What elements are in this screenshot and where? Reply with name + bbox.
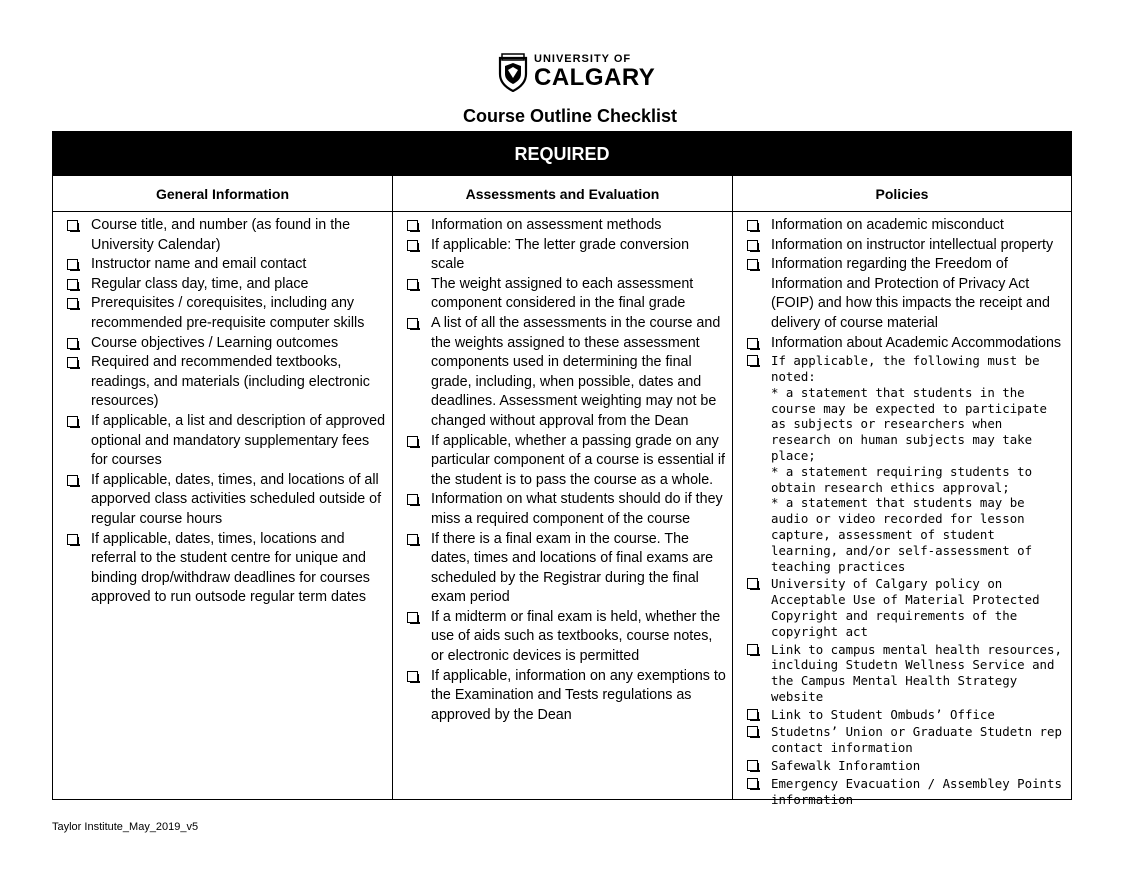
checkbox-icon[interactable] bbox=[407, 436, 418, 447]
checklist-item: Information regarding the Freedom of Information and Protection of Privacy Act (FOIP) and how this impacts the receipt and delivery of course material bbox=[743, 255, 1065, 333]
noted-point: * a statement that students in the course may be expected to participate as subjects or researchers when research on human subjects may take place; bbox=[771, 384, 1048, 463]
checkbox-icon[interactable] bbox=[407, 612, 418, 623]
checkbox-icon[interactable] bbox=[747, 760, 758, 771]
checkbox-icon[interactable] bbox=[407, 220, 418, 231]
checklist-item: Required and recommended textbooks, readings, and materials (including electronic resources) bbox=[63, 353, 386, 412]
column-header: General Information bbox=[53, 176, 392, 212]
checklist-item: If applicable: The letter grade conversion scale bbox=[403, 236, 726, 275]
checklist-item: University of Calgary policy on Acceptable Use of Material Protected Copyright and requirements of the copyright act bbox=[743, 576, 1065, 639]
checkbox-icon[interactable] bbox=[747, 644, 758, 655]
checklist-item: Course title, and number (as found in the University Calendar) bbox=[63, 216, 386, 255]
checklist-item: Information on academic misconduct bbox=[743, 216, 1065, 236]
checkbox-icon[interactable] bbox=[67, 416, 78, 427]
checkbox-icon[interactable] bbox=[407, 240, 418, 251]
checklist-item: Link to Student Ombuds’ Office bbox=[743, 707, 1065, 723]
checkbox-icon[interactable] bbox=[407, 534, 418, 545]
checklist-item: If applicable, dates, times, and locations of all apporved class activities scheduled outside of regular course hours bbox=[63, 471, 386, 530]
checkbox-icon[interactable] bbox=[67, 475, 78, 486]
university-logo bbox=[498, 50, 655, 94]
checklist-item: A list of all the assessments in the course and the weights assigned to these assessment components used in determining the final grade, including, when possible, dates and deadlines. Assessment weighting may not be changed without approval from the Dean bbox=[403, 314, 726, 432]
checkbox-icon[interactable] bbox=[67, 534, 78, 545]
checklist-item: Prerequisites / corequisites, including any recommended pre-requisite computer skills bbox=[63, 294, 386, 333]
checkbox-icon[interactable] bbox=[747, 726, 758, 737]
column-general-information bbox=[53, 176, 393, 799]
column-policies bbox=[733, 176, 1071, 807]
required-banner: REQUIRED bbox=[53, 132, 1071, 176]
checklist-item: Emergency Evacuation / Assembley Points information bbox=[743, 776, 1065, 808]
checkbox-icon[interactable] bbox=[67, 338, 78, 349]
page-title: Course Outline Checklist bbox=[462, 106, 678, 126]
checklist-item: Course objectives / Learning outcomes bbox=[63, 334, 386, 354]
checklist-item: Information on instructor intellectual property bbox=[743, 236, 1065, 256]
checkbox-icon[interactable] bbox=[407, 671, 418, 682]
checklist-item: Information on what students should do if they miss a required component of the course bbox=[403, 490, 726, 529]
checklist-item: If applicable, dates, times, locations and referral to the student centre for unique and binding drop/withdraw deadlines for courses approved to run outsode regular term dates bbox=[63, 530, 386, 608]
noted-point: * a statement requiring students to obtain research ethics approval; bbox=[771, 463, 1033, 495]
checkbox-icon[interactable] bbox=[407, 279, 418, 290]
column-header: Policies bbox=[733, 176, 1071, 212]
checkbox-icon[interactable] bbox=[747, 778, 758, 789]
checklist-item: The weight assigned to each assessment component considered in the final grade bbox=[403, 275, 726, 314]
checkbox-icon[interactable] bbox=[67, 357, 78, 368]
checklist-item: Regular class day, time, and place bbox=[63, 275, 386, 295]
checklist-item: If applicable, whether a passing grade on any particular component of a course is essential if the student is to pass the course as a whole. bbox=[403, 432, 726, 491]
footer-version: Taylor Institute_May_2019_v5 bbox=[52, 821, 199, 833]
checkbox-icon[interactable] bbox=[747, 338, 758, 349]
checkbox-icon[interactable] bbox=[747, 355, 758, 366]
checkbox-icon[interactable] bbox=[407, 494, 418, 505]
checklist-item-noted: If applicable, the following must be noted: * a statement that students in the course may be expected to participate as subjects or researchers when research on human subjects may take place; * a statement requiring students to obtain research ethics approval; * a statement that students may be audio or video recorded for lesson capture, assessment of student learning, and/or self-assessment of teaching practices bbox=[743, 353, 1065, 574]
checkbox-icon[interactable] bbox=[407, 318, 418, 329]
checkbox-icon[interactable] bbox=[747, 709, 758, 720]
checkbox-icon[interactable] bbox=[747, 578, 758, 589]
logo-top-text: UNIVERSITY OF bbox=[534, 53, 632, 65]
checkbox-icon[interactable] bbox=[747, 259, 758, 270]
checklist-item: Studetns’ Union or Graduate Studetn rep contact information bbox=[743, 724, 1065, 756]
checklist-item: If applicable, a list and description of approved optional and mandatory supplementary fees for courses bbox=[63, 412, 386, 471]
checklist-item: Instructor name and email contact bbox=[63, 255, 386, 275]
logo-bottom-text: CALGARY bbox=[534, 64, 656, 91]
checkbox-icon[interactable] bbox=[747, 240, 758, 251]
checklist-item: Safewalk Inforamtion bbox=[743, 758, 1065, 774]
checklist-table bbox=[52, 131, 1072, 807]
column-assessments-evaluation bbox=[393, 176, 733, 799]
checklist-item: Information on assessment methods bbox=[403, 216, 726, 236]
column-header: Assessments and Evaluation bbox=[393, 176, 732, 212]
checklist-item: If there is a final exam in the course. The dates, times and locations of final exams are scheduled by the Registrar during the final exam period bbox=[403, 530, 726, 608]
checklist-item: If a midterm or final exam is held, whether the use of aids such as textbooks, course notes, or electronic devices is permitted bbox=[403, 608, 726, 667]
checkbox-icon[interactable] bbox=[747, 220, 758, 231]
checkbox-icon[interactable] bbox=[67, 298, 78, 309]
checkbox-icon[interactable] bbox=[67, 259, 78, 270]
checkbox-icon[interactable] bbox=[67, 220, 78, 231]
checklist-item: Link to campus mental health resources, inclduing Studetn Wellness Service and the Campus Mental Health Strategy website bbox=[743, 642, 1065, 705]
noted-point: * a statement that students may be audio or video recorded for lesson capture, assessment of student learning, and/or self-assessment of teaching practices bbox=[771, 495, 1033, 574]
checklist-item: Information about Academic Accommodations bbox=[743, 334, 1065, 354]
crest-icon bbox=[498, 52, 528, 92]
checklist-item: If applicable, information on any exemptions to the Examination and Tests regulations as approved by the Dean bbox=[403, 667, 726, 726]
checkbox-icon[interactable] bbox=[67, 279, 78, 290]
